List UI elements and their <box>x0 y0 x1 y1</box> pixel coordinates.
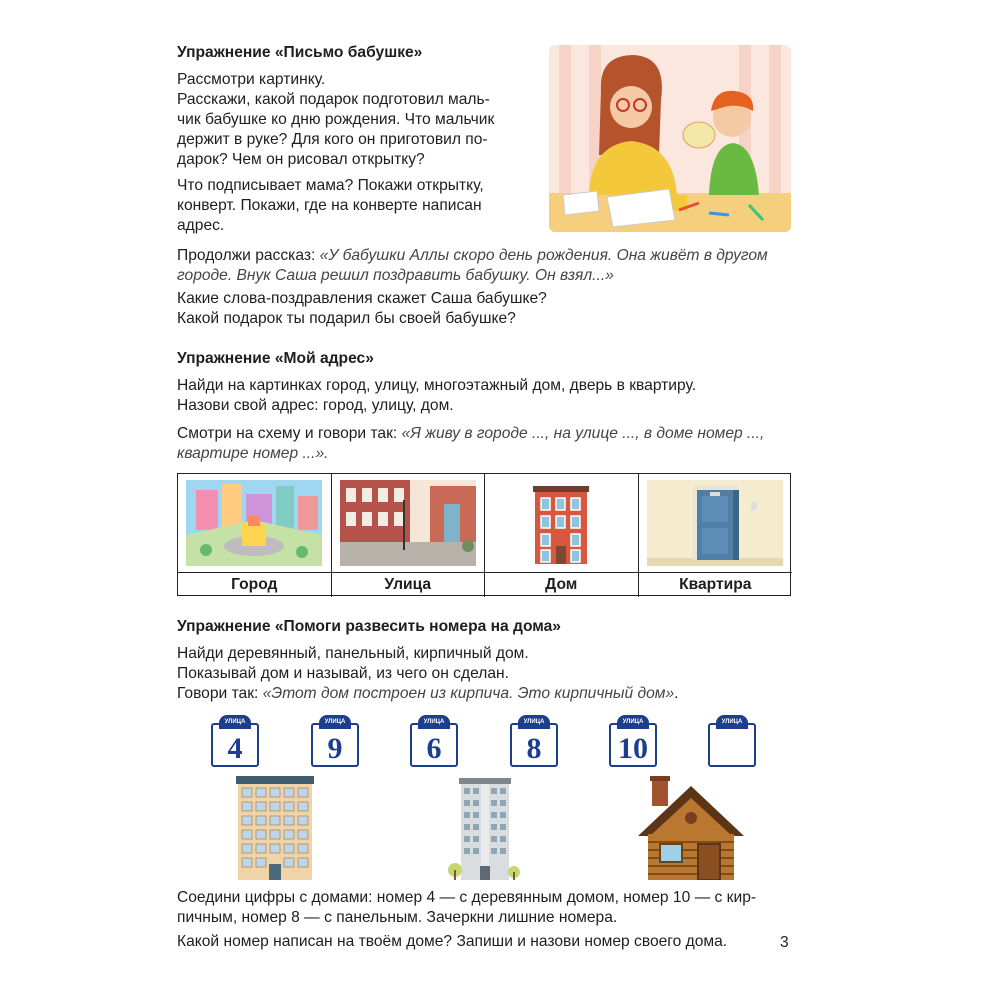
sign-number: 4 <box>211 723 259 767</box>
text-line: Расскажи, какой подарок подготовил маль- <box>177 91 490 108</box>
sign-number: 10 <box>609 723 657 767</box>
text-line: Найди на картинках город, улицу, многоэтажный дом, дверь в квартиру. <box>177 377 697 394</box>
question: Какой подарок ты подарил бы своей бабушке? <box>177 310 516 327</box>
address-scheme-table <box>177 473 791 596</box>
exercise-2-title: Упражнение «Мой адрес» <box>177 350 374 367</box>
exercise-1-text-a <box>177 70 494 170</box>
text-line: держит в руке? Для кого он приготовил по- <box>177 131 488 148</box>
exercise-2-scheme-text <box>177 424 764 464</box>
sign-cap: УЛИЦА <box>518 715 550 729</box>
label-street: Улица <box>332 572 486 597</box>
sign-number: 6 <box>410 723 458 767</box>
text-line: конверт. Покажи, где на конверте написан <box>177 197 482 214</box>
street-sign[interactable] <box>311 715 359 767</box>
say-prefix: Говори так: <box>177 685 263 702</box>
scheme-quote: квартире номер ...». <box>177 445 329 462</box>
text-line: адрес. <box>177 217 225 234</box>
text-line: Назови свой адрес: город, улицу, дом. <box>177 397 454 414</box>
sign-cap: УЛИЦА <box>219 715 251 729</box>
scheme-prefix: Смотри на схему и говори так: <box>177 425 402 442</box>
wooden-house[interactable] <box>638 776 744 880</box>
scheme-quote: «Я живу в городе ..., на улице ..., в доме номер ..., <box>401 425 765 442</box>
house-image <box>485 474 639 572</box>
exercise-1-text-b <box>177 176 484 236</box>
sign-cap: УЛИЦА <box>418 715 450 729</box>
page-number: 3 <box>780 934 789 951</box>
exercise-3-title: Упражнение «Помоги развесить номера на дома» <box>177 618 561 635</box>
exercise-3-text <box>177 644 678 704</box>
street-sign[interactable] <box>410 715 458 767</box>
street-sign-empty[interactable] <box>708 715 756 767</box>
continue-quote: «У бабушки Аллы скоро день рождения. Она живёт в другом <box>319 247 768 264</box>
text-line: пичным, номер 8 — с панельным. Зачеркни лишние номера. <box>177 909 618 926</box>
sign-cap: УЛИЦА <box>319 715 351 729</box>
brick-house[interactable] <box>234 776 316 880</box>
label-apartment: Квартира <box>639 572 793 597</box>
text-line: Рассмотри картинку. <box>177 71 326 88</box>
exercise-3-task <box>177 888 756 928</box>
city-image <box>178 474 332 572</box>
continue-prefix: Продолжи рассказ: <box>177 247 320 264</box>
sign-number: 8 <box>510 723 558 767</box>
text-line: чик бабушке ко дню рождения. Что мальчик <box>177 111 495 128</box>
street-sign[interactable] <box>211 715 259 767</box>
sign-cap: УЛИЦА <box>617 715 649 729</box>
say-quote: «Этот дом построен из кирпича. Это кирпичный дом» <box>262 685 675 702</box>
street-sign[interactable] <box>609 715 657 767</box>
text-line: Найди деревянный, панельный, кирпичный дом. <box>177 645 529 662</box>
street-image <box>332 474 486 572</box>
sign-cap: УЛИЦА <box>716 715 748 729</box>
text-line: Соедини цифры с домами: номер 4 — с деревянным домом, номер 10 — с кир- <box>177 889 757 906</box>
text-line: Что подписывает мама? Покажи открытку, <box>177 177 484 194</box>
sign-number: 9 <box>311 723 359 767</box>
exercise-3-question: Какой номер написан на твоём доме? Запиши и назови номер своего дома. <box>177 933 728 950</box>
label-house: Дом <box>485 572 639 597</box>
panel-house[interactable] <box>447 778 521 880</box>
text-line: Показывай дом и называй, из чего он сделан. <box>177 665 509 682</box>
mother-boy-illustration <box>549 45 791 232</box>
continue-quote: городе. Внук Саша решил поздравить бабушку. Он взял...» <box>177 267 614 284</box>
exercise-2-text <box>177 376 696 416</box>
question: Какие слова-поздравления скажет Саша бабушке? <box>177 290 547 307</box>
exercise-1-title: Упражнение «Письмо бабушке» <box>177 44 423 61</box>
say-suffix: . <box>674 685 679 702</box>
apartment-door-image <box>639 474 793 572</box>
exercise-1-questions <box>177 289 547 329</box>
label-city: Город <box>178 572 332 597</box>
exercise-1-continue <box>177 246 768 286</box>
street-sign[interactable] <box>510 715 558 767</box>
text-line: дарок? Чем он рисовал открытку? <box>177 151 425 168</box>
sign-number <box>708 723 756 767</box>
